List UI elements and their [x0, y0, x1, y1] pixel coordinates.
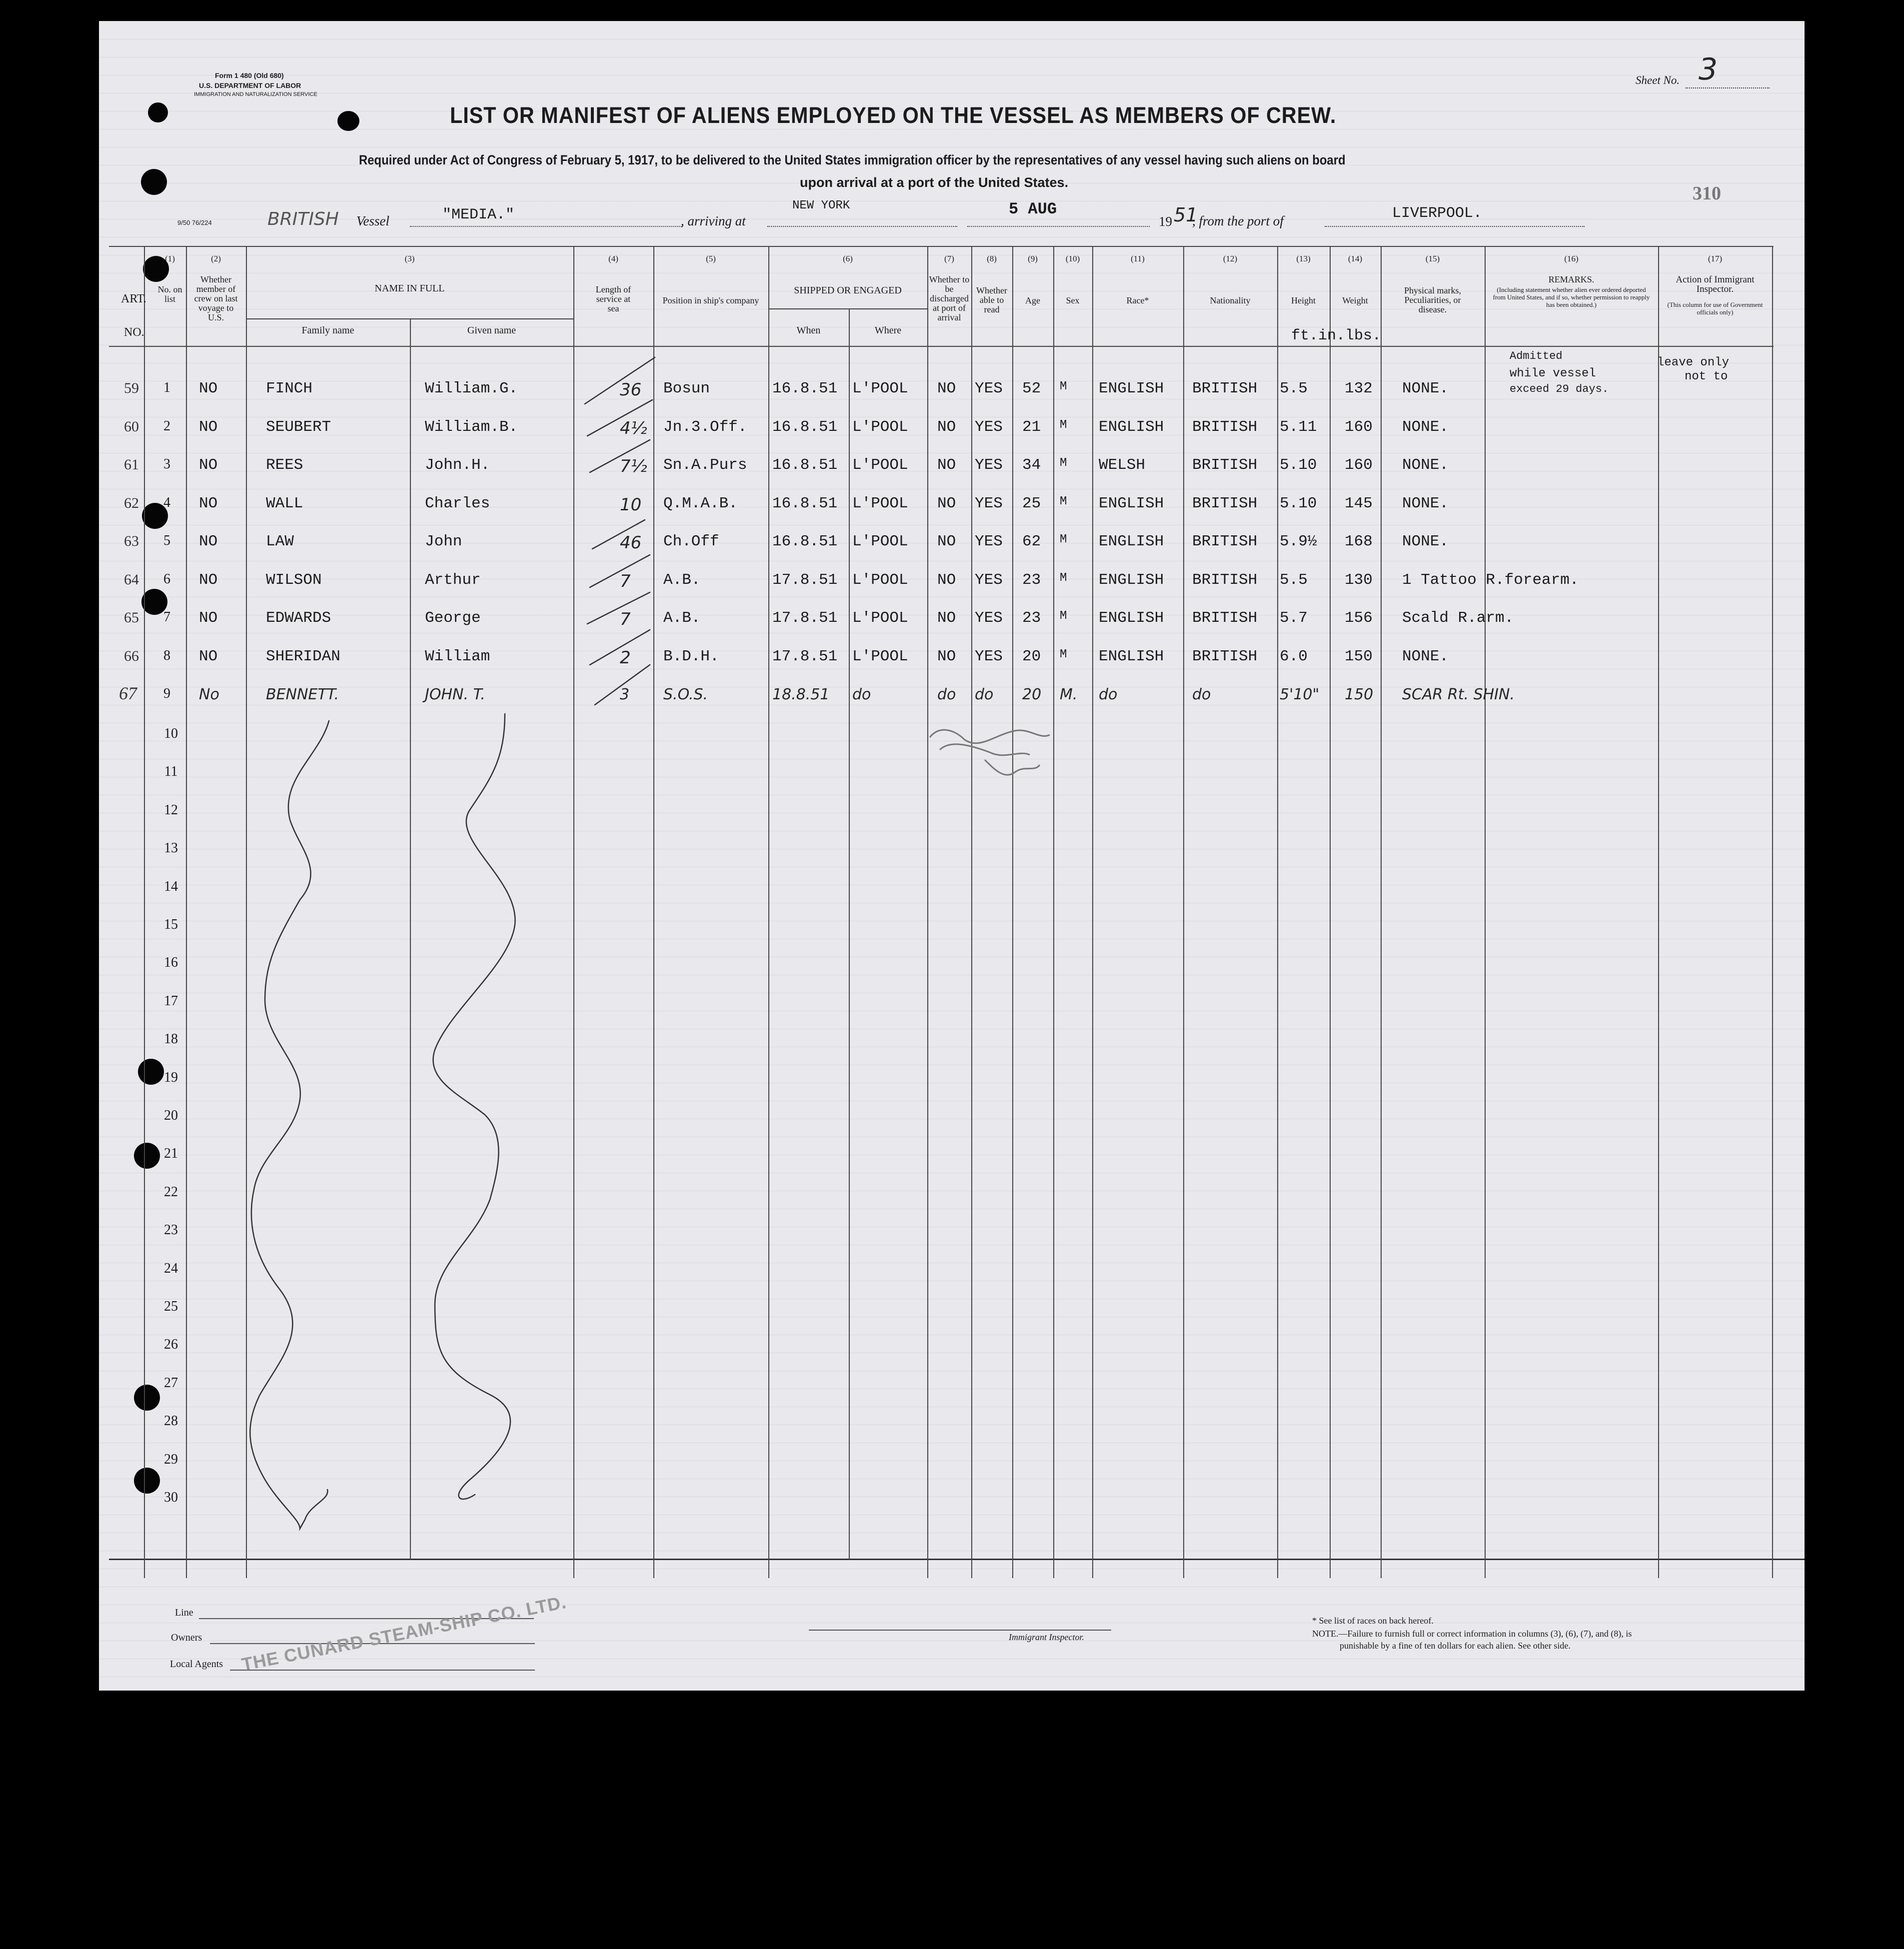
col-num: (9) — [1028, 254, 1038, 263]
owner-stamp: THE CUNARD STEAM-SHIP CO. LTD. — [240, 1591, 568, 1675]
weight: 156 — [1345, 609, 1373, 627]
service-years: 3 — [620, 686, 630, 703]
from-port: LIVERPOOL. — [1392, 205, 1483, 222]
punch-hole — [337, 111, 359, 131]
col-header-service: Length of service at sea — [595, 284, 631, 313]
race: WELSH — [1099, 456, 1146, 474]
col-header-name: NAME IN FULL — [374, 283, 445, 294]
col-line — [410, 318, 411, 1560]
empty-row-number: 17 — [164, 993, 178, 1009]
nationality: BRITISH — [1192, 495, 1258, 512]
weight: 160 — [1345, 456, 1373, 474]
empty-row-number: 12 — [164, 802, 178, 818]
art-number: 60 — [124, 418, 139, 435]
header-divider — [109, 346, 1774, 347]
table-bottom-border — [109, 1559, 1805, 1560]
family-name: SEUBERT — [266, 418, 331, 436]
empty-row-number: 15 — [164, 917, 178, 932]
col-header-read: Whether able to read — [976, 285, 1007, 314]
year-prefix: 19 — [1159, 214, 1172, 229]
sex: M — [1060, 571, 1067, 585]
last-voyage: NO — [199, 648, 218, 665]
col-header-weight: Weight — [1342, 295, 1368, 305]
able-to-read: YES — [975, 571, 1003, 589]
shipped-when: 17.8.51 — [772, 648, 838, 665]
col-line — [1381, 246, 1382, 1578]
nationality: BRITISH — [1192, 418, 1258, 436]
empty-row-number: 28 — [164, 1413, 178, 1429]
height: 6.0 — [1280, 648, 1308, 665]
col-num: (11) — [1131, 254, 1145, 263]
col-header-discharged: Whether to be discharged at port of arrival — [929, 274, 970, 322]
sex: M — [1060, 533, 1067, 546]
able-to-read: YES — [975, 533, 1003, 550]
arrival-date: 5 AUG — [1009, 200, 1057, 218]
vessel-nationality: BRITISH — [267, 209, 339, 229]
shipped-where: L'POOL — [852, 456, 908, 474]
given-name: Charles — [425, 495, 490, 512]
art-number: 61 — [124, 456, 139, 473]
manifest-sheet — [99, 21, 1805, 1691]
col-line — [246, 246, 247, 1578]
given-name: John — [425, 533, 462, 550]
list-number: 7 — [163, 609, 170, 625]
physical-marks: NONE. — [1402, 648, 1449, 665]
col-line — [1330, 246, 1331, 1578]
art-number: 65 — [124, 609, 139, 626]
col-num: (15) — [1425, 254, 1440, 263]
penalty-note-2: punishable by a fine of ten dollars for each alien. See other side. — [1340, 1641, 1571, 1651]
shipped-where: L'POOL — [852, 533, 908, 550]
height: 5.5 — [1280, 380, 1308, 397]
remarks-text: while vessel — [1510, 367, 1596, 380]
last-voyage: NO — [199, 380, 218, 397]
family-name: BENNETT. — [266, 686, 339, 703]
position: Sn.A.Purs — [663, 456, 747, 474]
last-voyage: NO — [199, 533, 218, 550]
col-line — [1772, 246, 1773, 1578]
empty-row-number: 13 — [164, 840, 178, 856]
art-number: 64 — [124, 571, 139, 588]
col-line — [1053, 246, 1054, 1578]
shipped-when: 16.8.51 — [772, 418, 838, 436]
family-name: WILSON — [266, 571, 322, 589]
nationality: BRITISH — [1192, 571, 1258, 589]
remarks-text: exceed 29 days. — [1510, 383, 1609, 395]
able-to-read: YES — [975, 495, 1003, 512]
date-underline — [967, 226, 1150, 227]
vessel-label: Vessel — [356, 213, 389, 228]
physical-marks: 1 Tattoo R.forearm. — [1402, 571, 1579, 589]
weight: 168 — [1345, 533, 1373, 550]
col-header-physical-marks: Physical marks, Peculiarities, or disease. — [1404, 285, 1461, 314]
sex: M — [1060, 380, 1067, 393]
race-note: * See list of races on back hereof. — [1312, 1616, 1434, 1626]
empty-row-number: 19 — [164, 1069, 178, 1085]
empty-row-number: 10 — [164, 726, 178, 741]
col-header-where: Where — [874, 325, 902, 336]
service-years: 7 — [620, 609, 631, 629]
col-num: (12) — [1223, 254, 1238, 263]
shipped-where: do — [852, 686, 871, 703]
given-name: William.B. — [425, 418, 518, 436]
discharged: NO — [937, 456, 956, 474]
art-number: 67 — [119, 683, 137, 703]
position: Ch.Off — [663, 533, 719, 550]
col-line — [1277, 246, 1278, 1578]
no-label: NO. — [124, 326, 144, 339]
sex: M. — [1060, 686, 1078, 703]
given-name: William — [425, 648, 490, 665]
col-line — [1658, 246, 1659, 1578]
list-number: 5 — [163, 533, 170, 548]
shipped-where: L'POOL — [852, 380, 908, 397]
empty-row-number: 21 — [164, 1146, 178, 1162]
race: ENGLISH — [1099, 648, 1164, 665]
discharged: NO — [937, 380, 956, 397]
art-number: 59 — [124, 380, 139, 396]
sex: M — [1060, 456, 1067, 470]
physical-marks: NONE. — [1402, 456, 1449, 474]
col-num: (8) — [987, 254, 997, 263]
art-number: 66 — [124, 648, 139, 664]
inspector-label: Immigrant Inspector. — [1009, 1632, 1084, 1642]
shipped-when: 16.8.51 — [772, 380, 838, 397]
empty-row-number: 11 — [164, 764, 178, 780]
able-to-read: YES — [975, 456, 1003, 474]
age: 20 — [1022, 686, 1042, 703]
race: ENGLISH — [1099, 571, 1164, 589]
form-number: Form 1 480 (Old 680) — [215, 71, 284, 79]
age: 23 — [1022, 609, 1041, 627]
shipped-when: 17.8.51 — [772, 571, 838, 589]
col-line — [186, 246, 187, 1578]
col-num: (4) — [608, 254, 618, 263]
shipped-when: 16.8.51 — [772, 456, 838, 474]
physical-marks: SCAR Rt. SHIN. — [1402, 686, 1515, 703]
empty-row-number: 27 — [164, 1375, 178, 1391]
service-name: IMMIGRATION AND NATURALIZATION SERVICE — [194, 91, 317, 97]
shipped-where: L'POOL — [852, 609, 908, 627]
last-voyage: NO — [199, 609, 218, 627]
punch-hole — [148, 102, 168, 122]
agents-label: Local Agents — [170, 1659, 223, 1670]
family-name: WALL — [266, 495, 303, 512]
age: 20 — [1022, 648, 1041, 665]
col-header-no-on-list: No. on list — [157, 284, 182, 304]
year-handwritten: 51 — [1174, 204, 1198, 226]
family-name: FINCH — [266, 380, 313, 397]
empty-row-number: 16 — [164, 955, 178, 971]
art-number: 62 — [124, 495, 139, 511]
race: ENGLISH — [1099, 495, 1164, 512]
height: 5.10 — [1280, 495, 1317, 512]
print-code: 9/50 76/224 — [177, 219, 212, 226]
given-name: Arthur — [425, 571, 481, 589]
weight: 160 — [1345, 418, 1373, 436]
inspector-underline — [809, 1630, 1111, 1631]
shipped-when: 16.8.51 — [772, 495, 838, 512]
shipped-when: 18.8.51 — [772, 686, 830, 703]
height: 5'10" — [1280, 686, 1320, 703]
age: 21 — [1022, 418, 1041, 436]
empty-row-number: 20 — [164, 1108, 178, 1123]
physical-marks: Scald R.arm. — [1402, 609, 1514, 627]
col-num: (10) — [1065, 254, 1080, 263]
height: 5.9½ — [1280, 533, 1317, 550]
discharged: NO — [937, 495, 956, 512]
nationality: BRITISH — [1192, 533, 1258, 550]
age: 52 — [1022, 380, 1041, 397]
family-name: REES — [266, 456, 303, 474]
owners-label: Owners — [171, 1632, 202, 1643]
sex: M — [1060, 495, 1067, 508]
able-to-read: YES — [975, 648, 1003, 665]
col-line — [768, 246, 769, 1578]
vessel-name: "MEDIA." — [442, 206, 515, 223]
col-header-position: Position in ship's company — [662, 295, 759, 305]
col-header-race: Race* — [1126, 295, 1149, 305]
col-num: (17) — [1708, 254, 1723, 263]
list-number: 9 — [163, 686, 170, 701]
col-num: (13) — [1296, 254, 1311, 263]
page-subtitle-2: upon arrival at a port of the United States. — [800, 175, 1069, 190]
empty-row-number: 25 — [164, 1299, 178, 1314]
empty-row-number: 24 — [164, 1260, 178, 1276]
empty-row-number: 18 — [164, 1031, 178, 1047]
col-header-remarks: REMARKS. — [1548, 274, 1595, 284]
family-name: LAW — [266, 533, 294, 550]
col-line — [653, 246, 654, 1578]
height: 5.11 — [1280, 418, 1317, 436]
service-years: 7½ — [620, 456, 647, 476]
nationality: BRITISH — [1192, 456, 1258, 474]
able-to-read: YES — [975, 380, 1003, 397]
nationality: BRITISH — [1192, 380, 1258, 397]
discharged: do — [937, 686, 956, 703]
shipped-when: 17.8.51 — [772, 609, 838, 627]
list-number: 8 — [163, 648, 170, 663]
last-voyage: NO — [199, 571, 218, 589]
position: Q.M.A.B. — [663, 495, 738, 512]
physical-marks: NONE. — [1402, 418, 1449, 436]
given-name: William.G. — [425, 380, 518, 397]
col-line — [1485, 246, 1486, 1578]
col-line — [849, 308, 850, 1560]
art-label: ART. — [121, 292, 146, 305]
position: Bosun — [663, 380, 710, 397]
col-header-when: When — [796, 325, 821, 336]
age: 62 — [1022, 533, 1041, 550]
service-years: 4½ — [620, 418, 647, 438]
weight: 145 — [1345, 495, 1373, 512]
last-voyage: NO — [199, 456, 218, 474]
col-line — [1092, 246, 1093, 1578]
able-to-read: YES — [975, 609, 1003, 627]
col-num: (3) — [404, 254, 415, 263]
sex: M — [1060, 418, 1067, 432]
position: S.O.S. — [663, 686, 708, 703]
shipped-where: L'POOL — [852, 571, 908, 589]
physical-marks: NONE. — [1402, 380, 1449, 397]
discharged: NO — [937, 648, 956, 665]
empty-row-number: 14 — [164, 878, 178, 894]
col-header-action: Action of Immigrant Inspector. — [1676, 274, 1755, 294]
position: B.D.H. — [663, 648, 719, 665]
given-name: John.H. — [425, 456, 490, 474]
arriving-underline — [767, 226, 957, 227]
punch-hole — [141, 169, 167, 195]
empty-row-number: 22 — [164, 1184, 178, 1200]
service-years: 36 — [620, 380, 642, 400]
given-name: George — [425, 609, 481, 627]
empty-row-number: 30 — [164, 1490, 178, 1505]
nationality: BRITISH — [1192, 648, 1258, 665]
discharged: NO — [937, 418, 956, 436]
empty-row-number: 23 — [164, 1222, 178, 1238]
col-num: (14) — [1348, 254, 1363, 263]
agents-underline — [230, 1670, 535, 1671]
col-num: (2) — [211, 254, 221, 263]
arriving-label: , arriving at — [681, 213, 746, 228]
age: 34 — [1022, 456, 1041, 474]
line-label: Line — [175, 1607, 193, 1618]
height: 5.10 — [1280, 456, 1317, 474]
arriving-port: NEW YORK — [792, 199, 850, 212]
race: do — [1099, 686, 1118, 703]
family-name: EDWARDS — [266, 609, 331, 627]
sheet-label: Sheet No. — [1636, 74, 1680, 86]
remarks-text: Admitted — [1510, 350, 1563, 362]
penalty-note: NOTE.—Failure to furnish full or correct information in columns (3), (6), (7), and (8), is — [1312, 1629, 1632, 1639]
col-header-given-name: Given name — [467, 325, 516, 336]
col-num: (16) — [1564, 254, 1579, 263]
list-number: 4 — [163, 495, 170, 510]
height: 5.5 — [1280, 571, 1308, 589]
nationality: BRITISH — [1192, 609, 1258, 627]
col-num: (6) — [843, 254, 853, 263]
given-name: JOHN. T. — [425, 686, 485, 703]
page-title: LIST OR MANIFEST OF ALIENS EMPLOYED ON THE VESSEL AS MEMBERS OF CREW. — [450, 102, 1337, 128]
discharged: NO — [937, 571, 956, 589]
family-name: SHERIDAN — [266, 648, 340, 665]
weight: 132 — [1345, 380, 1373, 397]
col-header-height: Height — [1291, 295, 1316, 305]
age: 23 — [1022, 571, 1041, 589]
service-years: 46 — [620, 533, 642, 553]
col-num: (5) — [706, 254, 716, 263]
col-line — [573, 246, 574, 1578]
department-name: U.S. DEPARTMENT OF LABOR — [199, 81, 301, 89]
col-header-shipped: SHIPPED OR ENGAGED — [794, 285, 902, 296]
position: Jn.3.Off. — [663, 418, 747, 436]
col-line — [144, 246, 145, 1578]
sheet-underline — [1686, 87, 1770, 88]
from-underline — [1325, 226, 1585, 227]
empty-row-number: 26 — [164, 1337, 178, 1353]
shipped-subheader-divider — [768, 308, 927, 309]
vessel-underline — [410, 226, 682, 227]
sex: M — [1060, 648, 1067, 661]
discharged: NO — [937, 533, 956, 550]
remarks-text: not to — [1685, 370, 1728, 383]
sex: M — [1060, 609, 1067, 623]
last-voyage: NO — [199, 495, 218, 512]
col-line — [971, 246, 972, 1578]
weight: 130 — [1345, 571, 1373, 589]
service-years: 2 — [620, 648, 631, 668]
race: ENGLISH — [1099, 380, 1164, 397]
remarks-text: leave only — [1657, 356, 1730, 369]
col-line — [1012, 246, 1013, 1578]
physical-marks: NONE. — [1402, 495, 1449, 512]
col-header-age: Age — [1025, 295, 1040, 305]
units-label: ft.in.lbs. — [1291, 327, 1382, 344]
discharged: NO — [937, 609, 956, 627]
col-line — [927, 246, 928, 1578]
page-subtitle: Required under Act of Congress of February 5, 1917, to be delivered to the United States immigration officer by the representatives of any vessel having such aliens on board — [359, 152, 1346, 167]
last-voyage: NO — [199, 418, 218, 436]
position: A.B. — [663, 609, 701, 627]
list-number: 3 — [163, 456, 170, 472]
col-header-remarks-note: (Including statement whether alien ever ordered deported from United States, and if so, whether permission to reapply has been obtained.) — [1493, 286, 1650, 308]
col-line — [1183, 246, 1184, 1578]
empty-row-number: 29 — [164, 1451, 178, 1467]
height: 5.7 — [1280, 609, 1308, 627]
table-top-border — [109, 246, 1774, 247]
col-header-sex: Sex — [1066, 295, 1080, 305]
shipped-where: L'POOL — [852, 495, 908, 512]
sheet-number: 3 — [1699, 52, 1718, 87]
list-number: 1 — [163, 380, 170, 395]
shipped-where: L'POOL — [852, 648, 908, 665]
list-number: 2 — [163, 418, 170, 434]
weight: 150 — [1345, 648, 1373, 665]
able-to-read: do — [975, 686, 994, 703]
col-num: (1) — [165, 254, 175, 263]
age: 25 — [1022, 495, 1041, 512]
nationality: do — [1192, 686, 1211, 703]
weight: 150 — [1345, 686, 1374, 703]
shipped-where: L'POOL — [852, 418, 908, 436]
from-label: , from the port of — [1192, 213, 1284, 228]
col-header-last-voyage: Whether member of crew on last voyage to U.S. — [194, 274, 238, 322]
race: ENGLISH — [1099, 609, 1164, 627]
service-years: 10 — [620, 495, 642, 515]
col-num: (7) — [944, 254, 954, 263]
col-header-action-note: (This column for use of Government officials only) — [1667, 301, 1763, 316]
art-number: 63 — [124, 533, 139, 549]
position: A.B. — [663, 571, 701, 589]
shipped-when: 16.8.51 — [772, 533, 838, 550]
race: ENGLISH — [1099, 533, 1164, 550]
able-to-read: YES — [975, 418, 1003, 436]
race: ENGLISH — [1099, 418, 1164, 436]
list-number: 6 — [163, 571, 170, 587]
stamp-number: 310 — [1693, 183, 1721, 204]
service-years: 7 — [620, 571, 631, 591]
physical-marks: NONE. — [1402, 533, 1449, 550]
col-header-nationality: Nationality — [1210, 295, 1251, 305]
last-voyage: No — [199, 686, 219, 703]
col-header-family-name: Family name — [301, 325, 354, 336]
